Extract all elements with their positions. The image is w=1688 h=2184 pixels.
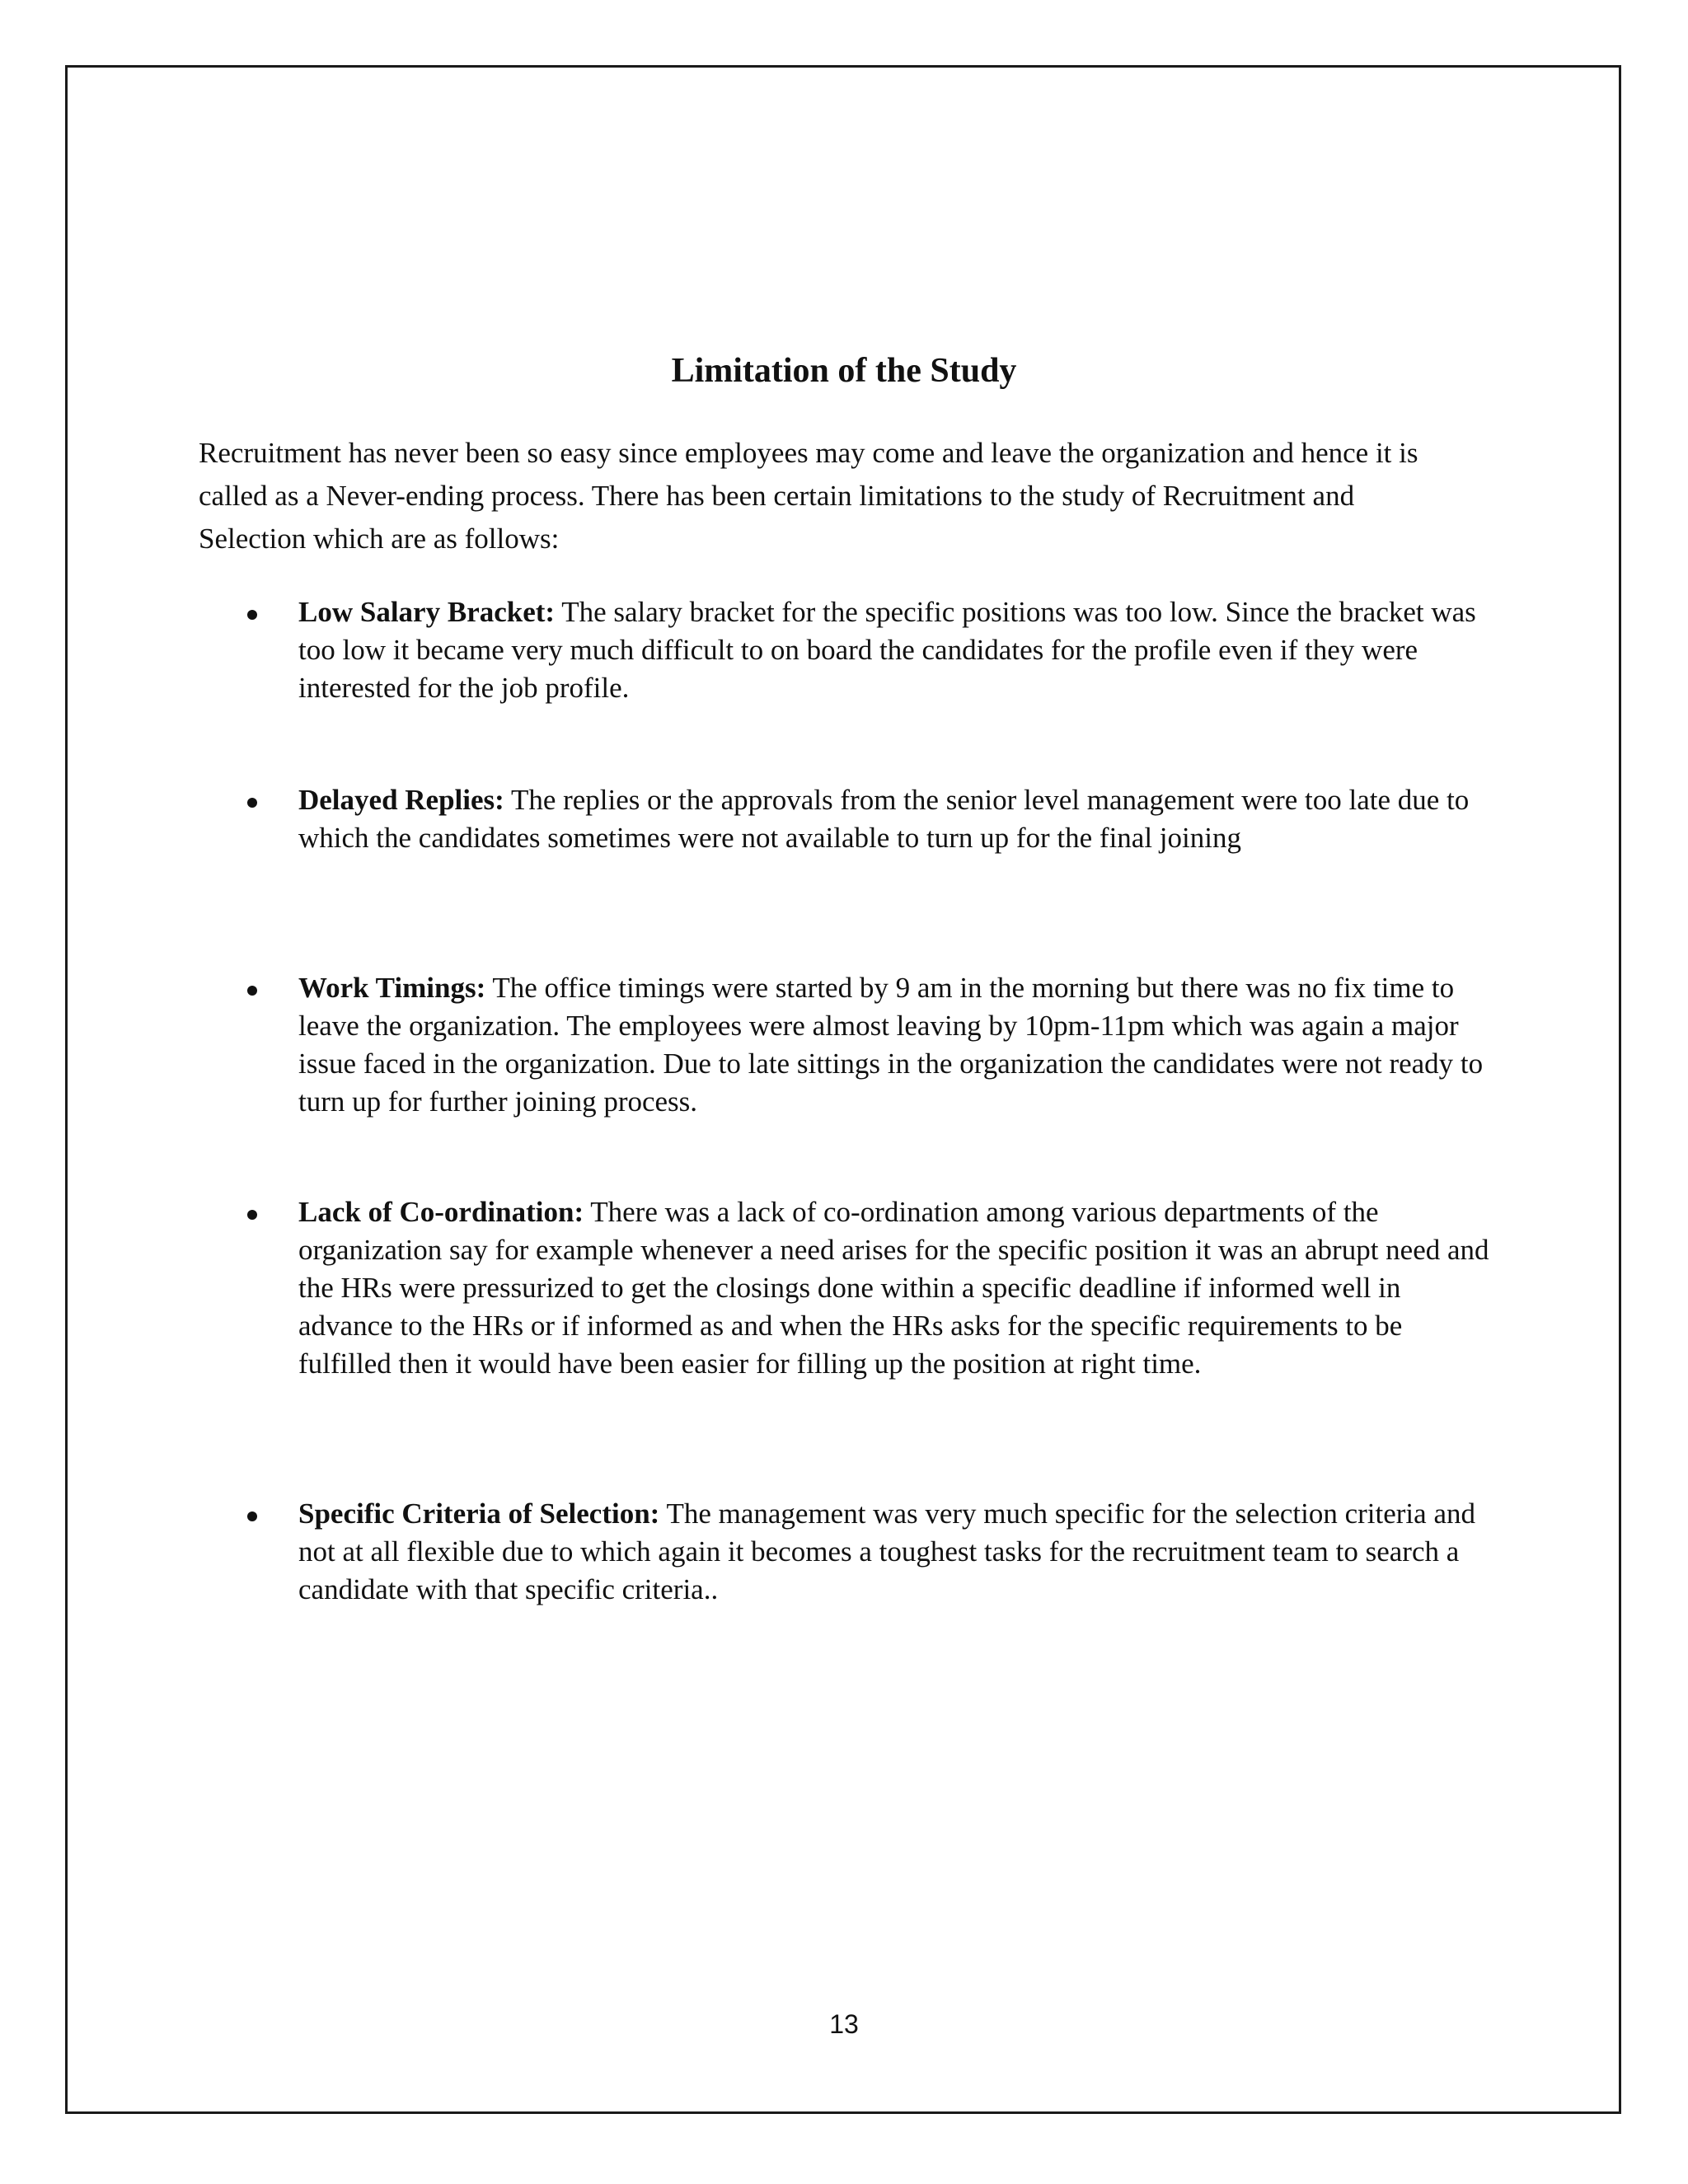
- list-item-work-timings: [247, 969, 1500, 1121]
- list-item-lack-of-coordination: [247, 1193, 1500, 1383]
- page-number: 13: [829, 2009, 859, 2039]
- list-item-term: Specific Criteria of Selection:: [298, 1497, 660, 1530]
- list-item-term: Low Salary Bracket:: [298, 596, 556, 628]
- bullet-icon: [247, 798, 257, 808]
- list-item-text: [298, 1193, 1500, 1383]
- bullet-icon: [247, 1210, 257, 1220]
- list-item-description: The replies or the approvals from the senior level management were too late due to which the candidates sometimes were not available to turn up for the final joining: [298, 784, 1470, 854]
- list-item-description: The office timings were started by 9 am in the morning but there was no fix time to leave the organization. The employees were almost leaving by 10pm-11pm which was again a major issue faced in the organization. Due to late sittings in the organization the candidates were not ready to turn up for further joining process.: [298, 972, 1484, 1118]
- bullet-icon: [247, 986, 257, 996]
- list-item-term: Lack of Co-ordination:: [298, 1196, 584, 1228]
- page-title: Limitation of the Study: [671, 352, 1017, 390]
- bullet-icon: [247, 610, 257, 620]
- list-item-low-salary-bracket: [247, 593, 1500, 707]
- list-item-description: The salary bracket for the specific positions was too low. Since the bracket was too low it became very much difficult to on board the candidates for the profile even if they were interested for the job profile.: [298, 596, 1476, 704]
- list-item-text: [298, 1495, 1500, 1609]
- list-item-term: Work Timings:: [298, 972, 486, 1004]
- list-item-specific-criteria: [247, 1495, 1500, 1609]
- list-item-description: The management was very much specific for the selection criteria and not at all flexible due to which again it becomes a toughest tasks for the recruitment team to search a candidate with that specific criteria..: [298, 1497, 1475, 1605]
- list-item-text: [298, 969, 1500, 1121]
- list-item-text: [298, 593, 1500, 707]
- list-item-delayed-replies: [247, 781, 1500, 857]
- list-item-description: There was a lack of co-ordination among various departments of the organization say for example whenever a need arises for the specific position it was an abrupt need and the HRs were pressurized to get the closings done within a specific deadline if informed well in advance to the HRs or if informed as and when the HRs asks for the specific requirements to be fulfilled then it would have been easier for filling up the position at right time.: [298, 1196, 1489, 1380]
- list-item-term: Delayed Replies:: [298, 784, 504, 816]
- intro-paragraph: Recruitment has never been so easy since employees may come and leave the organization and hence it is called as a Never-ending process. There has been certain limitations to the study of Recruitment and Selection which are as follows:: [199, 437, 1418, 555]
- list-item-text: [298, 781, 1500, 857]
- bullet-icon: [247, 1511, 257, 1521]
